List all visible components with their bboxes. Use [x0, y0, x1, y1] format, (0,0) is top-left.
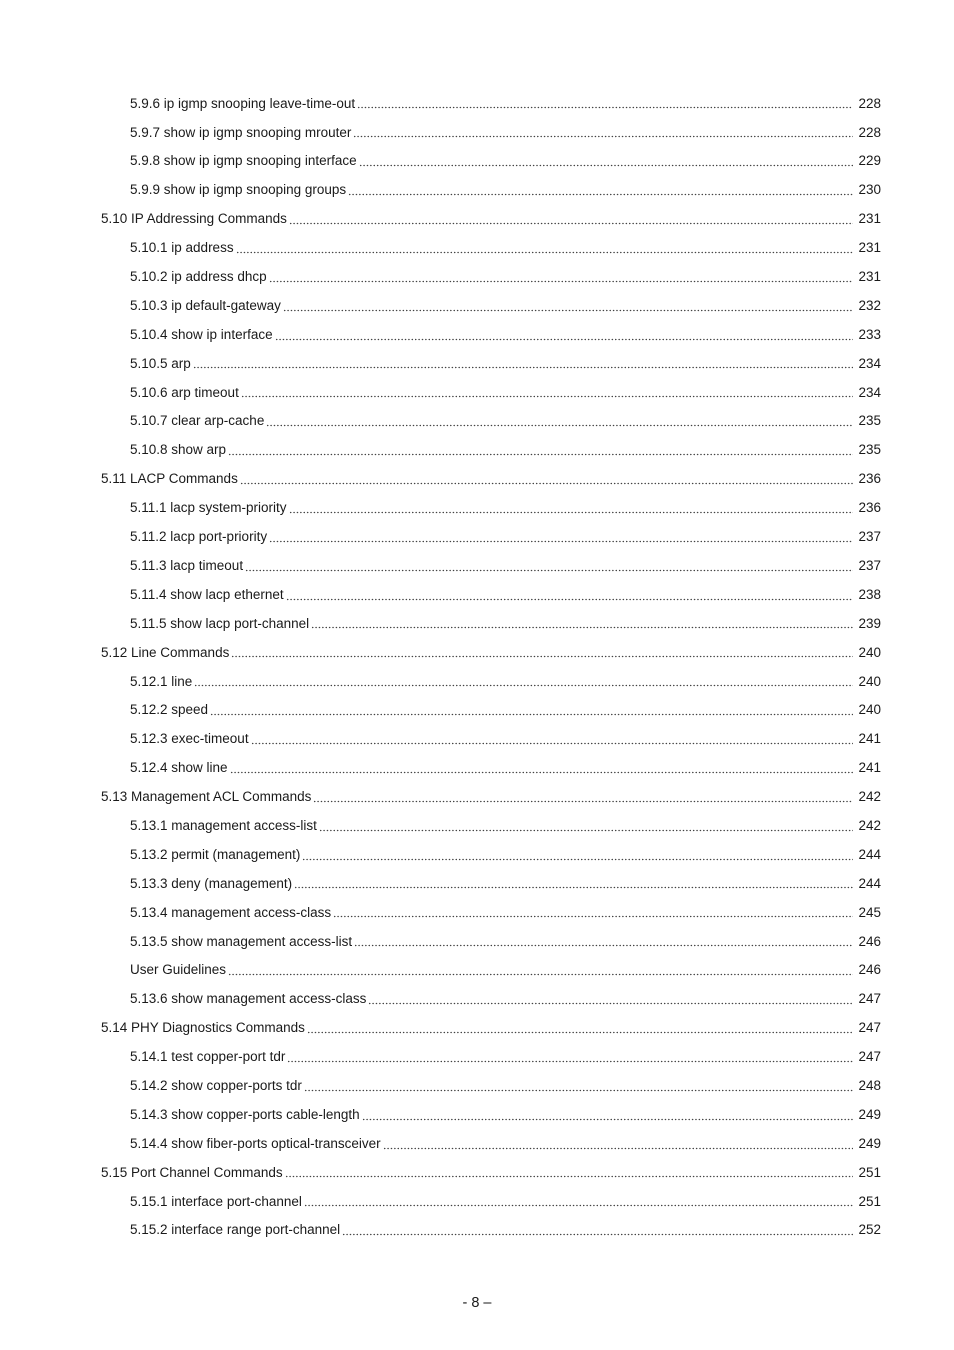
- dot-leader: [307, 1021, 853, 1035]
- toc-subsection-entry[interactable]: [0, 580, 954, 609]
- toc-entry-title: 5.9.7 show ip igmp snooping mrouter: [130, 124, 352, 140]
- toc-section-entry[interactable]: [0, 782, 954, 811]
- toc-entry-page-number: 239: [858, 615, 881, 631]
- toc-entry-title: 5.13.3 deny (management): [130, 875, 293, 891]
- dot-leader: [362, 1108, 853, 1122]
- dot-leader: [319, 819, 853, 833]
- dot-leader: [251, 732, 853, 746]
- toc-subsection-entry[interactable]: [0, 869, 954, 898]
- dot-leader: [285, 1165, 853, 1179]
- toc-entry-title: 5.13.2 permit (management): [130, 846, 301, 862]
- table-of-contents: [0, 89, 954, 1245]
- toc-entry-page-number: 242: [858, 789, 881, 805]
- dot-leader: [283, 299, 853, 313]
- toc-entry-page-number: 244: [858, 875, 881, 891]
- toc-entry-title: 5.10.3 ip default-gateway: [130, 297, 281, 313]
- toc-entry-page-number: 237: [858, 557, 881, 573]
- toc-section-entry[interactable]: [0, 1014, 954, 1043]
- toc-entry-title: 5.11.5 show lacp port-channel: [130, 615, 310, 631]
- toc-subsection-entry[interactable]: [0, 898, 954, 927]
- toc-entry-page-number: 249: [858, 1106, 881, 1122]
- dot-leader: [194, 674, 853, 688]
- toc-subsection-entry[interactable]: [0, 811, 954, 840]
- toc-entry-page-number: 247: [858, 1020, 881, 1036]
- toc-entry-title: 5.10.8 show arp: [130, 442, 227, 458]
- toc-entry-page-number: 229: [858, 153, 881, 169]
- toc-subsection-entry[interactable]: [0, 956, 954, 985]
- toc-entry-page-number: 230: [858, 182, 881, 198]
- dot-leader: [348, 183, 853, 197]
- toc-subsection-entry[interactable]: [0, 1129, 954, 1158]
- dot-leader: [241, 385, 853, 399]
- toc-entry-page-number: 240: [858, 702, 881, 718]
- toc-entry-page-number: 241: [858, 760, 881, 776]
- toc-entry-page-number: 249: [858, 1135, 881, 1151]
- toc-entry-title: 5.15 Port Channel Commands: [101, 1164, 283, 1180]
- toc-entry-title: 5.13.4 management access-class: [130, 904, 332, 920]
- toc-entry-title: 5.11 LACP Commands: [101, 471, 238, 487]
- toc-section-entry[interactable]: [0, 1158, 954, 1187]
- toc-subsection-entry[interactable]: [0, 667, 954, 696]
- toc-entry-title: 5.10.2 ip address dhcp: [130, 269, 267, 285]
- toc-entry-title: 5.15.1 interface port-channel: [130, 1193, 302, 1209]
- toc-subsection-entry[interactable]: [0, 233, 954, 262]
- dot-leader: [228, 963, 853, 977]
- toc-entry-title: 5.13.6 show management access-class: [130, 991, 367, 1007]
- dot-leader: [304, 1194, 853, 1208]
- toc-entry-title: 5.12.4 show line: [130, 760, 228, 776]
- dot-leader: [342, 1223, 853, 1237]
- toc-subsection-entry[interactable]: [0, 436, 954, 465]
- dot-leader: [289, 212, 853, 226]
- toc-entry-title: 5.10.6 arp timeout: [130, 384, 239, 400]
- toc-entry-title: 5.9.8 show ip igmp snooping interface: [130, 153, 357, 169]
- toc-subsection-entry[interactable]: [0, 1042, 954, 1071]
- dot-leader: [359, 154, 853, 168]
- toc-entry-title: 5.10.4 show ip interface: [130, 326, 273, 342]
- dot-leader: [302, 848, 853, 862]
- toc-subsection-entry[interactable]: [0, 378, 954, 407]
- toc-subsection-entry[interactable]: [0, 89, 954, 118]
- toc-entry-title: 5.11.4 show lacp ethernet: [130, 586, 284, 602]
- toc-subsection-entry[interactable]: [0, 1100, 954, 1129]
- toc-entry-title: 5.13.1 management access-list: [130, 817, 317, 833]
- dot-leader: [353, 125, 853, 139]
- toc-entry-title: 5.15.2 interface range port-channel: [130, 1222, 341, 1238]
- dot-leader: [294, 876, 853, 890]
- toc-subsection-entry[interactable]: [0, 753, 954, 782]
- toc-subsection-entry[interactable]: [0, 1216, 954, 1245]
- dot-leader: [240, 472, 853, 486]
- toc-entry-title: 5.12.2 speed: [130, 702, 209, 718]
- dot-leader: [230, 761, 853, 775]
- dot-leader: [289, 501, 853, 515]
- dot-leader: [357, 96, 853, 110]
- toc-subsection-entry[interactable]: [0, 551, 954, 580]
- toc-entry-page-number: 235: [858, 413, 881, 429]
- toc-subsection-entry[interactable]: [0, 349, 954, 378]
- dot-leader: [245, 559, 853, 573]
- toc-entry-page-number: 231: [858, 269, 881, 285]
- toc-entry-title: 5.13.5 show management access-list: [130, 933, 353, 949]
- toc-subsection-entry[interactable]: [0, 407, 954, 436]
- dot-leader: [287, 1050, 853, 1064]
- toc-entry-title: 5.12.3 exec-timeout: [130, 731, 249, 747]
- dot-leader: [269, 270, 853, 284]
- toc-subsection-entry[interactable]: [0, 118, 954, 147]
- toc-entry-title: 5.14.2 show copper-ports tdr: [130, 1077, 302, 1093]
- toc-entry-title: 5.12.1 line: [130, 673, 193, 689]
- toc-entry-title: 5.14.3 show copper-ports cable-length: [130, 1106, 360, 1122]
- toc-entry-page-number: 232: [858, 297, 881, 313]
- dot-leader: [304, 1079, 853, 1093]
- toc-entry-title: User Guidelines: [130, 962, 227, 978]
- toc-entry-page-number: 247: [858, 1049, 881, 1065]
- dot-leader: [231, 645, 853, 659]
- toc-entry-page-number: 251: [858, 1164, 881, 1180]
- toc-entry-page-number: 228: [858, 95, 881, 111]
- toc-entry-title: 5.11.1 lacp system-priority: [130, 500, 287, 516]
- toc-entry-page-number: 236: [858, 500, 881, 516]
- toc-entry-title: 5.9.6 ip igmp snooping leave-time-out: [130, 95, 356, 111]
- toc-subsection-entry[interactable]: [0, 493, 954, 522]
- toc-subsection-entry[interactable]: [0, 840, 954, 869]
- toc-entry-title: 5.12 Line Commands: [101, 644, 230, 660]
- toc-subsection-entry[interactable]: [0, 1071, 954, 1100]
- toc-subsection-entry[interactable]: [0, 725, 954, 754]
- toc-subsection-entry[interactable]: [0, 176, 954, 205]
- toc-subsection-entry[interactable]: [0, 927, 954, 956]
- toc-entry-page-number: 231: [858, 211, 881, 227]
- toc-entry-page-number: 236: [858, 471, 881, 487]
- dot-leader: [333, 905, 853, 919]
- dot-leader: [193, 356, 853, 370]
- dot-leader: [368, 992, 853, 1006]
- toc-entry-page-number: 251: [858, 1193, 881, 1209]
- toc-entry-page-number: 228: [858, 124, 881, 140]
- toc-subsection-entry[interactable]: [0, 696, 954, 725]
- toc-entry-title: 5.14.1 test copper-port tdr: [130, 1049, 286, 1065]
- toc-entry-page-number: 231: [858, 240, 881, 256]
- toc-entry-title: 5.11.3 lacp timeout: [130, 557, 244, 573]
- toc-entry-title: 5.14 PHY Diagnostics Commands: [101, 1020, 305, 1036]
- toc-subsection-entry[interactable]: [0, 262, 954, 291]
- toc-entry-page-number: 245: [858, 904, 881, 920]
- toc-subsection-entry[interactable]: [0, 147, 954, 176]
- toc-subsection-entry[interactable]: [0, 985, 954, 1014]
- toc-entry-title: 5.10.7 clear arp-cache: [130, 413, 265, 429]
- dot-leader: [313, 790, 853, 804]
- toc-entry-page-number: 248: [858, 1077, 881, 1093]
- toc-entry-page-number: 242: [858, 817, 881, 833]
- toc-entry-title: 5.10.1 ip address: [130, 240, 234, 256]
- toc-subsection-entry[interactable]: [0, 1187, 954, 1216]
- toc-subsection-entry[interactable]: [0, 609, 954, 638]
- dot-leader: [269, 530, 853, 544]
- toc-entry-title: 5.10 IP Addressing Commands: [101, 211, 287, 227]
- toc-subsection-entry[interactable]: [0, 291, 954, 320]
- dot-leader: [275, 328, 853, 342]
- toc-entry-title: 5.14.4 show fiber-ports optical-transceiver: [130, 1135, 381, 1151]
- toc-entry-title: 5.11.2 lacp port-priority: [130, 529, 268, 545]
- dot-leader: [383, 1137, 853, 1151]
- toc-entry-page-number: 246: [858, 962, 881, 978]
- toc-subsection-entry[interactable]: [0, 522, 954, 551]
- dot-leader: [286, 588, 853, 602]
- dot-leader: [311, 616, 853, 630]
- toc-entry-title: 5.13 Management ACL Commands: [101, 789, 312, 805]
- dot-leader: [266, 414, 853, 428]
- toc-entry-title: 5.9.9 show ip igmp snooping groups: [130, 182, 347, 198]
- toc-entry-page-number: 237: [858, 529, 881, 545]
- dot-leader: [228, 443, 853, 457]
- toc-entry-page-number: 240: [858, 644, 881, 660]
- toc-entry-page-number: 234: [858, 355, 881, 371]
- page-number: - 8 –: [462, 1295, 492, 1311]
- toc-entry-page-number: 234: [858, 384, 881, 400]
- toc-entry-page-number: 240: [858, 673, 881, 689]
- toc-section-entry[interactable]: [0, 638, 954, 667]
- toc-entry-page-number: 244: [858, 846, 881, 862]
- toc-section-entry[interactable]: [0, 465, 954, 494]
- toc-entry-page-number: 252: [858, 1222, 881, 1238]
- toc-section-entry[interactable]: [0, 205, 954, 234]
- toc-entry-title: 5.10.5 arp: [130, 355, 191, 371]
- dot-leader: [236, 241, 853, 255]
- toc-entry-page-number: 233: [858, 326, 881, 342]
- toc-entry-page-number: 235: [858, 442, 881, 458]
- dot-leader: [210, 703, 853, 717]
- toc-entry-page-number: 238: [858, 586, 881, 602]
- toc-entry-page-number: 246: [858, 933, 881, 949]
- toc-entry-page-number: 247: [858, 991, 881, 1007]
- toc-entry-page-number: 241: [858, 731, 881, 747]
- toc-subsection-entry[interactable]: [0, 320, 954, 349]
- dot-leader: [354, 934, 853, 948]
